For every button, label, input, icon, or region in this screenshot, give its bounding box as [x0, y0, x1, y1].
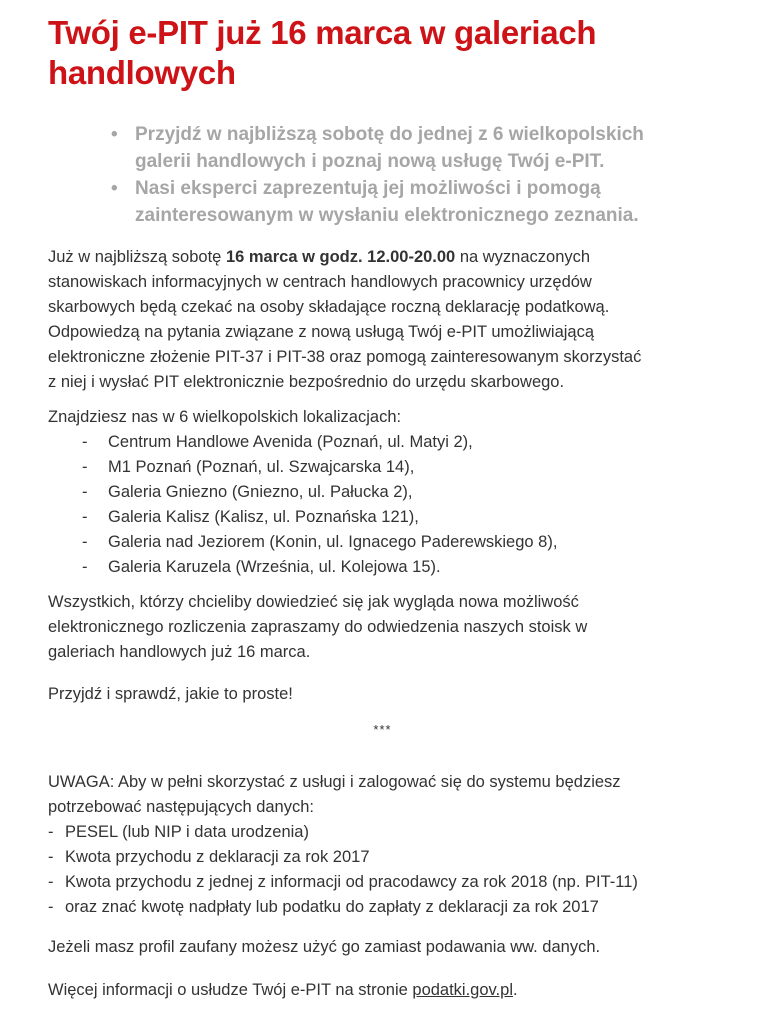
- lead-bullet-line: galerii handlowych i poznaj nową usługę Twój e-PIT.: [135, 151, 605, 172]
- closing-line: galeriach handlowych już 16 marca.: [48, 643, 311, 661]
- page-title-line: handlowych: [48, 54, 236, 91]
- intro-line: elektroniczne złożenie PIT-37 i PIT-38 oraz pomogą zainteresowanym skorzystać: [48, 348, 642, 366]
- intro-line: z niej i wysłać PIT elektronicznie bezpośrednio do urzędu skarbowego.: [48, 373, 565, 391]
- trusted-profile-line: Jeżeli masz profil zaufany możesz użyć go zamiast podawania ww. danych.: [48, 938, 601, 956]
- required-data-item: - oraz znać kwotę nadpłaty lub podatku do zapłaty z deklaracji za rok 2017: [48, 895, 717, 920]
- location-item: - Galeria Kalisz (Kalisz, ul. Poznańska 121),: [48, 505, 717, 530]
- more-info-line: [48, 978, 717, 1003]
- lead-bullet-list: [48, 121, 717, 229]
- intro-line: Odpowiedzą na pytania związane z nową usługą Twój e-PIT umożliwiającą: [48, 323, 595, 341]
- asterisk-separator: ***: [373, 722, 392, 737]
- location-item: - Centrum Handlowe Avenida (Poznań, ul. Matyi 2),: [48, 430, 717, 455]
- notice-heading-line: potrzebować następujących danych:: [48, 798, 314, 816]
- location-item: - M1 Poznań (Poznań, ul. Szwajcarska 14),: [48, 455, 717, 480]
- event-date-time: 16 marca w godz. 12.00-20.00: [225, 248, 456, 266]
- required-data-list: [48, 820, 717, 920]
- lead-bullet-line: • Nasi eksperci zaprezentują jej możliwości i pomogą: [135, 178, 601, 199]
- closing-line: elektronicznego rozliczenia zapraszamy do odwiedzenia naszych stoisk w: [48, 618, 588, 636]
- more-info-period: .: [513, 981, 518, 999]
- page-title-line: Twój e-PIT już 16 marca w galeriach: [48, 14, 597, 51]
- locations-heading: Znajdziesz nas w 6 wielkopolskich lokalizacjach:: [48, 408, 402, 426]
- location-item: - Galeria Gniezno (Gniezno, ul. Pałucka 2),: [48, 480, 717, 505]
- required-data-item: - Kwota przychodu z jednej z informacji od pracodawcy za rok 2018 (np. PIT-11): [48, 870, 717, 895]
- lead-bullet-item: [48, 175, 717, 229]
- location-item: - Galeria Karuzela (Września, ul. Kolejowa 15).: [48, 555, 717, 580]
- lead-bullet-line: • Przyjdź w najbliższą sobotę do jednej z 6 wielkopolskich: [135, 124, 644, 145]
- intro-line: skarbowych będą czekać na osoby składające roczną deklarację podatkową.: [48, 298, 610, 316]
- required-data-item: - PESEL (lub NIP i data urodzenia): [48, 820, 717, 845]
- notice-heading-line: UWAGA: Aby w pełni skorzystać z usługi i zalogować się do systemu będziesz: [48, 773, 621, 791]
- lead-bullet-item: [48, 121, 717, 175]
- intro-line: stanowiskach informacyjnych w centrach handlowych pracownicy urzędów: [48, 273, 592, 291]
- cta-line: Przyjdź i sprawdź, jakie to proste!: [48, 685, 293, 703]
- closing-paragraph: [48, 590, 717, 665]
- intro-line: Już w najbliższą sobotę 16 marca w godz. 12.00-20.00 na wyznaczonych: [48, 248, 591, 266]
- location-item: - Galeria nad Jeziorem (Konin, ul. Ignacego Paderewskiego 8),: [48, 530, 717, 555]
- closing-line: Wszystkich, którzy chcieliby dowiedzieć się jak wygląda nowa możliwość: [48, 593, 579, 611]
- required-data-item: - Kwota przychodu z deklaracji za rok 2017: [48, 845, 717, 870]
- notice-heading: [48, 770, 717, 820]
- locations-list: [48, 430, 717, 580]
- page-title: [48, 13, 717, 93]
- more-info-text: Więcej informacji o usłudze Twój e-PIT na stronie: [48, 981, 413, 999]
- intro-paragraph: [48, 245, 717, 395]
- lead-bullet-line: zainteresowanym w wysłaniu elektronicznego zeznania.: [135, 205, 639, 226]
- podatki-gov-pl-link[interactable]: podatki.gov.pl: [412, 981, 513, 999]
